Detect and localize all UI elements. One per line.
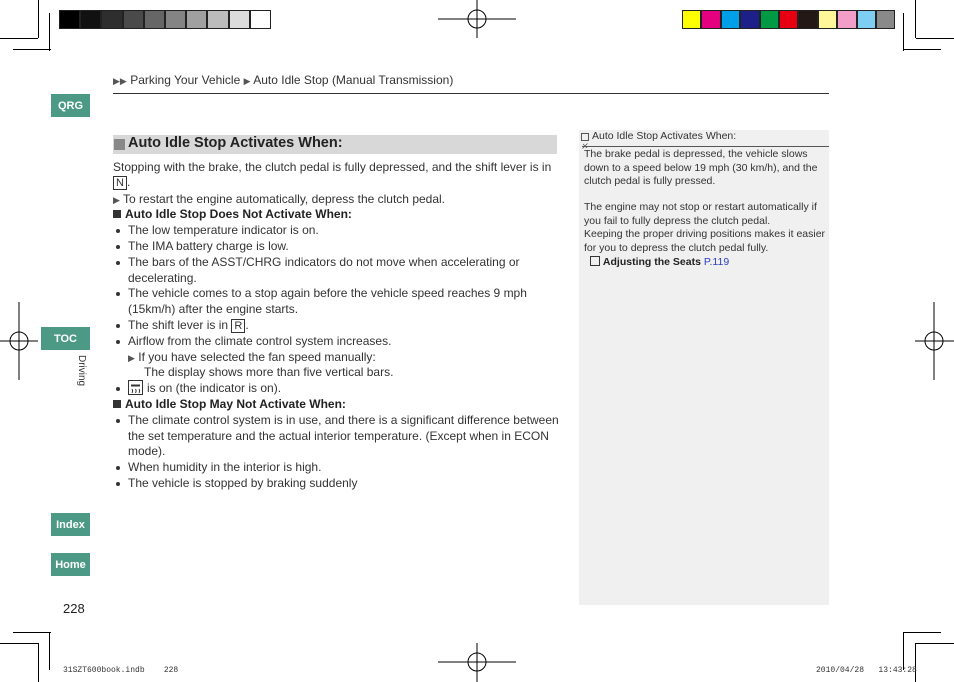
list-item: The vehicle comes to a stop again before the vehicle speed reaches 9 mph [128,286,527,300]
bullet-icon [116,245,120,249]
section-heading-bar [113,135,557,154]
list-item: The vehicle is stopped by braking suddenly [128,476,358,490]
bullet-icon [116,229,120,233]
qrg-button[interactable]: QRG [51,94,90,117]
sidebar-title: Auto Idle Stop Activates When: [592,130,737,142]
intro-text: Stopping with the brake, the clutch pedal is fully depressed, and the shift lever is in [113,160,552,174]
list-item: When humidity in the interior is high. [128,460,322,474]
print-file-info: 31SZT600book.indb 228 [63,666,179,675]
bullet-icon [116,324,120,328]
note-icon [581,133,589,141]
sidebar-rule [582,146,829,147]
color-swatch [779,10,798,29]
print-timestamp: 2010/04/28 13:43:28 [816,666,917,675]
color-swatch [186,10,207,29]
bullet-icon [116,466,120,470]
home-button[interactable]: Home [51,553,90,576]
index-button[interactable]: Index [51,513,90,536]
color-swatch [250,10,271,29]
color-swatch [229,10,250,29]
bullet-icon [116,419,120,423]
adjusting-seats-link[interactable]: Adjusting the Seats P.119 [590,256,729,268]
color-swatch [207,10,228,29]
sidebar-paragraph: for you to depress the clutch pedal fully. [584,242,769,254]
color-swatch [80,10,101,29]
color-swatch [144,10,165,29]
list-item: The low temperature indicator is on. [128,223,319,237]
list-item: The climate control system is in use, and there is a significant difference between [128,413,559,427]
color-swatch [123,10,144,29]
subheading-square-icon [113,400,121,408]
list-item-continued: (15km/h) after the engine starts. [128,302,299,316]
neutral-key-icon: N [113,176,127,190]
list-sub-note-continued: The display shows more than five vertical bars. [144,365,394,379]
bullet-icon [116,387,120,391]
breadcrumb: ▶▶ Parking Your Vehicle ▶ Auto Idle Stop (Manual Transmission) [113,73,454,87]
color-swatch [721,10,740,29]
list-item: The bars of the ASST/CHRG indicators do not move when accelerating or [128,255,520,269]
list-item-continued: the set temperature and the actual interior temperature. (Except when in ECON [128,429,549,443]
may-not-heading: Auto Idle Stop May Not Activate When: [113,397,346,411]
color-swatch [798,10,817,29]
color-swatch [59,10,80,29]
chapter-label: Driving [76,355,87,387]
breadcrumb-page: Auto Idle Stop (Manual Transmission) [253,73,454,87]
color-swatch [857,10,876,29]
defrost-indicator-icon [128,380,143,395]
not-activate-heading: Auto Idle Stop Does Not Activate When: [113,207,352,221]
sidebar-paragraph: down to a speed below 19 mph (30 km/h), and the [584,162,818,174]
bullet-icon [116,261,120,265]
toc-button[interactable]: TOC [41,327,90,350]
note-arrow-icon: ▶ [113,195,120,205]
bullet-icon [116,340,120,344]
color-swatch [165,10,186,29]
sidebar-paragraph: you fail to fully depress the clutch pedal. [584,215,771,227]
breadcrumb-section-link[interactable]: Parking Your Vehicle [130,73,241,87]
header-rule [113,93,829,94]
sidebar-paragraph: Keeping the proper driving positions makes it easier [584,228,826,240]
list-item: The IMA battery charge is low. [128,239,289,253]
color-swatch [837,10,856,29]
color-swatch [701,10,720,29]
list-item-continued: decelerating. [128,271,197,285]
list-item-continued: mode). [128,444,166,458]
list-item: Airflow from the climate control system increases. [128,334,392,348]
sidebar-paragraph: The engine may not stop or restart automatically if [584,201,817,213]
color-swatch [876,10,895,29]
list-sub-note: ▶ If you have selected the fan speed manually: [128,350,376,364]
note-arrow-icon: ▶ [128,353,135,363]
color-swatch [760,10,779,29]
intro-key-line: N . [113,175,130,190]
restart-note: ▶ To restart the engine automatically, depress the clutch pedal. [113,192,446,206]
reverse-key-icon: R [231,319,245,333]
color-swatch [818,10,837,29]
section-heading: Auto Idle Stop Activates When: [128,135,343,151]
subheading-square-icon [113,210,121,218]
color-swatch [740,10,759,29]
heading-square-icon [114,139,125,150]
color-swatch [682,10,701,29]
color-swatch [101,10,122,29]
sidebar-paragraph: clutch pedal is fully pressed. [584,175,716,187]
bullet-icon [116,292,120,296]
cross-reference-icon [590,256,600,266]
sidebar-note-panel [579,130,829,605]
bullet-icon [116,482,120,486]
sidebar-paragraph: The brake pedal is depressed, the vehicle slows [584,148,808,160]
page-number: 228 [63,601,85,616]
list-item: The shift lever is in R . [128,318,249,332]
list-item: is on (the indicator is on). [147,381,282,395]
